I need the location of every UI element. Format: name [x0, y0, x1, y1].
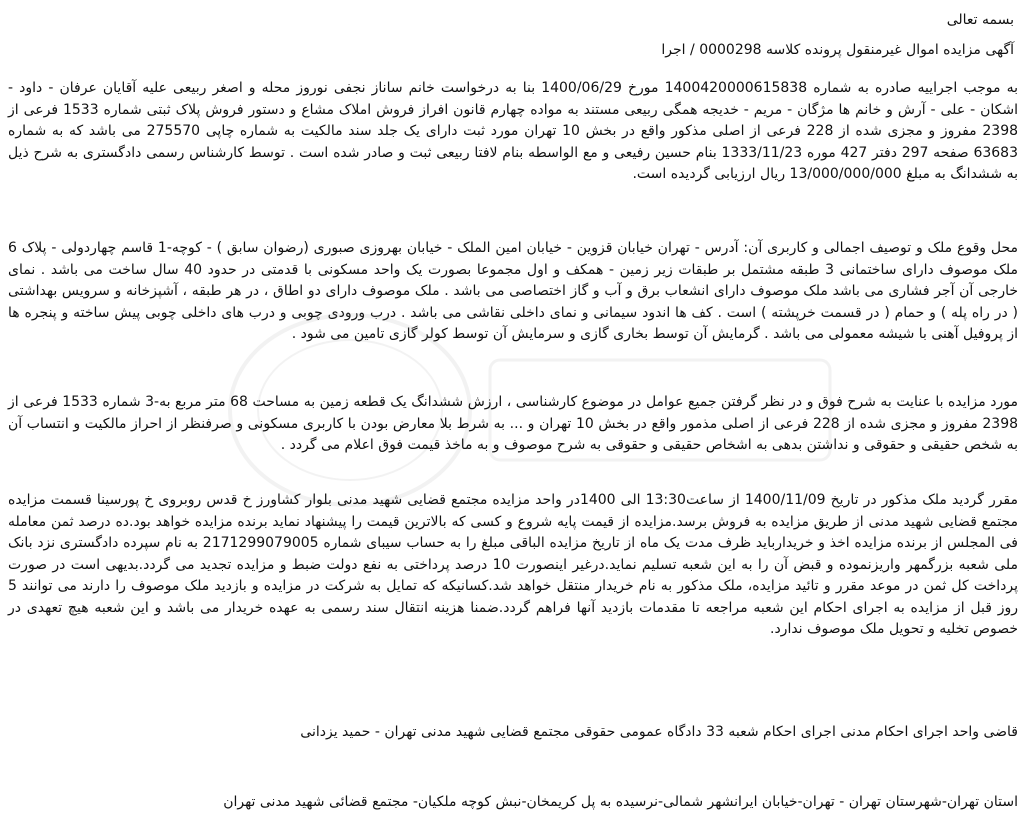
- bismillah-heading: بسمه تعالی: [946, 12, 1014, 28]
- notice-title: آگهی مزایده اموال غیرمنقول پرونده کلاسه 0000298 / اجرا: [661, 42, 1014, 58]
- auction-terms-paragraph: مقرر گردید ملک مذکور در تاریخ 1400/11/09 از ساعت13:30 الی 1400در واحد مزایده مجتمع قضایی شهید مدنی بلوار کشاورز خ قدس روبروی خ پورسینا قسمت مزایده مجتمع قضایی شهید مدنی از طریق مزایده به فروش برسد.مزایده از قیمت پایه شروع و کسی که بالاترین قیمت را پیشنهاد نماید برنده مزایده خواهد بود.ده درصد ثمن معامله فی المجلس از برنده مزایده اخذ و خریدارباید ظرف مدت یک ماه از تاریخ مزایده الباقی مبلغ را به حساب سیبای شماره 2171299079005 به نام سپرده دادگستری نزد بانک ملی شعبه بزرگمهر واریزنموده و قبض آن را به این شعبه تسلیم نماید.درغیر اینصورت 10 درصد پرداختی به نفع دولت ضبط و مزایده تجدید می گردد.بدیهی است در صورت پرداخت کل ثمن در موعد مقرر و تائید مزایده، ملک مذکور به نام خریدار منتقل خواهد شد.کسانیکه که تمایل به شرکت در مزایده و بازدید ملک موصوف را دارند می توانند 5 روز قبل از مزایده به اجرای احکام این شعبه مراجعه تا مقدمات بازدید آنها فراهم گردد.ضمنا هزینه انتقال سند رسمی به عهده خریدار می باشد و این شعبه هیچ تعهدی در خصوص تخلیه و تحویل ملک موصوف ندارد.: [8, 492, 1019, 637]
- auction-subject-paragraph: مورد مزایده با عنایت به شرح فوق و در نظر گرفتن جمیع عوامل در موضوع کارشناسی ، ارزش ششدانگ یک قطعه زمین به مساحت 68 متر مربع به-3 شماره 1533 فرعی از 2398 مفروز و مجزی شده از 228 فرعی از اصلی مذمور واقع در بخش 10 تهران و ... به شرط بلا معارض بودن با کاربری مسکونی و صرفنظر از احراز مالکیت و انتساب آن به شخص حقیقی و حقوقی و نداشتن بدهی به اشخاص حقیقی و حقوقی به شرح موصوف و به ماخذ قیمت فوق اعلام می گردد .: [8, 394, 1019, 453]
- intro-paragraph: به موجب اجراییه صادره به شماره 140042000061583‪8‬ مورخ 1400/06/29 بنا به درخواست خانم ساناز نجفی نوروز محله و اصغر ربیعی علیه آقایان عرفان - داود - اشکان - علی - آرش و خانم ها مژگان - مریم - خدیجه همگی ربیعی مستند به مواده چهارم قانون افراز فروش املاک مشاع و دستور فروش پلاک ثبتی شماره 1533 فرعی از 2398 مفروز و مجزی شده از 228 فرعی از اصلی مذکور واقع در بخش 10 تهران مورد ثبت دارای یک جلد سند مالکیت به شماره چاپی 275570 می باشد که به شماره 63683 صفحه 297 دفتر 427 موره 1333/11/23 بنام حسین رفیعی و مع الواسطه بنام لافتا ربیعی ثبت و صادر شده است . توسط کارشناس رسمی دادگستری به شرح ذیل به ششدانگ به مبلغ 13/000/000/000 ریال ارزیابی گردیده است.: [8, 80, 1019, 182]
- location-description-paragraph: محل وقوع ملک و توصیف اجمالی و کاربری آن: آدرس - تهران خیابان قزوین - خیابان امین الملک - خیابان بهروزی صبوری (رضوان سابق ) - کوچه-1 قاسم چهاردولی - پلاک 6 ملک موصوف دارای ساختمانی 3 طبقه مشتمل بر طبقات زیر زمین - همکف و اول مجموعا بصورت یک واحد مسکونی با قدمتی در حدود 40 سال ساخت می باشد . نمای خارجی آن آجر فشاری می باشد ملک موصوف دارای انشعاب برق و آب و گاز اختصاصی می باشد . ملک موصوف دارای دو اطاق ، در هر طبقه ، آشپزخانه و سرویس بهداشتی ( در راه پله ) و حمام ( در قسمت خرپشته ) است . کف ها اندود سیمانی و نمای داخلی نقاشی می باشد . درب ورودی چوبی و درب های داخلی چوبی پیش ساخته و پنجره ها از پروفیل آهنی با شیشه معمولی می باشد . گرمایش آن توسط بخاری گازی و سرمایش آن توسط کولر گازی تامین می شود .: [8, 240, 1018, 342]
- judge-signature-line: قاضی واحد اجرای احکام مدنی اجرای احکام شعبه 33 دادگاه عمومی حقوقی مجتمع قضایی شهید مدنی تهران - حمید یزدانی: [300, 724, 1018, 740]
- court-address-line: استان تهران-شهرستان تهران - تهران-خیابان ایرانشهر شمالی-نرسیده به پل کریمخان-نبش کوچه ملکیان- مجتمع قضائی شهید مدنی تهران: [223, 794, 1018, 810]
